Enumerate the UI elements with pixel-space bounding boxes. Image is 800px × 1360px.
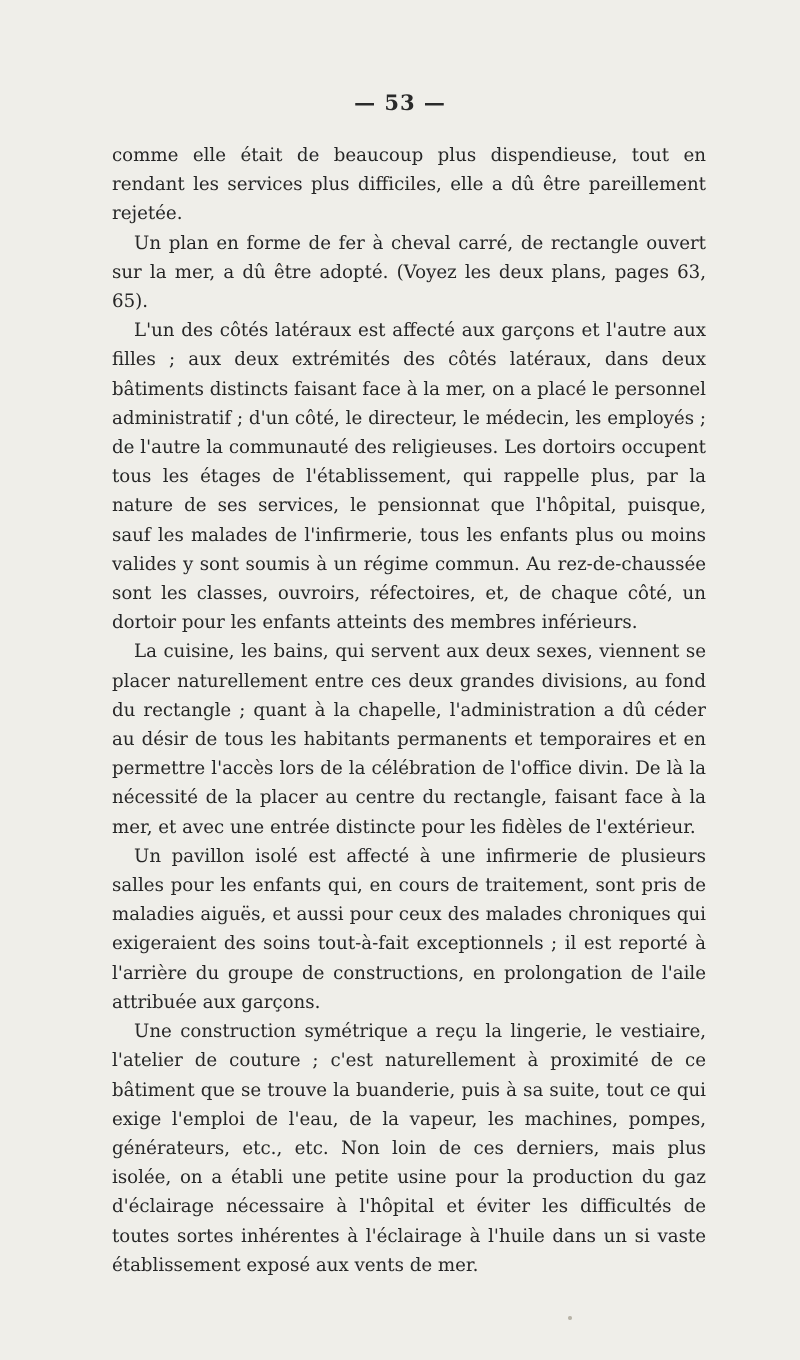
paragraph-2: Un plan en forme de fer à cheval carré, de rectangle ouvert sur la mer, a dû être adopté. (Voyez les deux plans, pages 63, 65).	[112, 232, 706, 313]
page-number: — 53 —	[354, 90, 446, 115]
paper-speck	[568, 1316, 572, 1320]
paragraph-5: Un pavillon isolé est affecté à une infirmerie de plusieurs salles pour les enfants qui, en cours de traitement, sont pris de maladies aiguës, et aussi pour ceux des malades chroniques qui exigeraient des soins tout-à-fait exceptionnels ; il est reporté à l'arrière du groupe de constructions, en prolongation de l'aile attribuée aux garçons.	[112, 845, 706, 1013]
paragraph-4: La cuisine, les bains, qui servent aux deux sexes, viennent se placer naturellement entre ces deux grandes divisions, au fond du rectangle ; quant à la chapelle, l'administration a dû céder au désir de tous les habitants permanents et temporaires et en permettre l'accès lors de la célébration de l'office divin. De là la nécessité de la placer au centre du rectangle, faisant face à la mer, et avec une entrée distincte pour les fidèles de l'extérieur.	[112, 641, 706, 838]
paragraph-6: Une construction symétrique a reçu la lingerie, le vestiaire, l'atelier de couture ; c'est naturellement à proximité de ce bâtiment que se trouve la buanderie, puis à sa suite, tout ce qui exige l'emploi de l'eau, de la vapeur, les machines, pompes, générateurs, etc., etc. Non loin de ces derniers, mais plus isolée, on a établi une petite usine pour la production du gaz d'éclairage nécessaire à l'hôpital et éviter les difficultés de toutes sortes inhérentes à l'éclairage à l'huile dans un si vaste établissement exposé aux vents de mer.	[112, 1021, 706, 1276]
paragraph-3: L'un des côtés latéraux est affecté aux garçons et l'autre aux filles ; aux deux extrémités des côtés latéraux, dans deux bâtiments distincts faisant face à la mer, on a placé le personnel administratif ; d'un côté, le directeur, le médecin, les employés ; de l'autre la communauté des religieuses. Les dortoirs occupent tous les étages de l'établissement, qui rappelle plus, par la nature de ses services, le pensionnat que l'hôpital, puisque, sauf les malades de l'infirmerie, tous les enfants plus ou moins valides y sont soumis à un régime commun. Au rez-de-chaussée sont les classes, ouvroirs, réfectoires, et, de chaque côté, un dortoir pour les enfants atteints des membres inférieurs.	[112, 320, 706, 634]
body-text	[112, 141, 706, 1280]
paragraph-1: comme elle était de beaucoup plus dispendieuse, tout en rendant les services plus difficiles, elle a dû être pareillement rejetée.	[112, 145, 706, 225]
